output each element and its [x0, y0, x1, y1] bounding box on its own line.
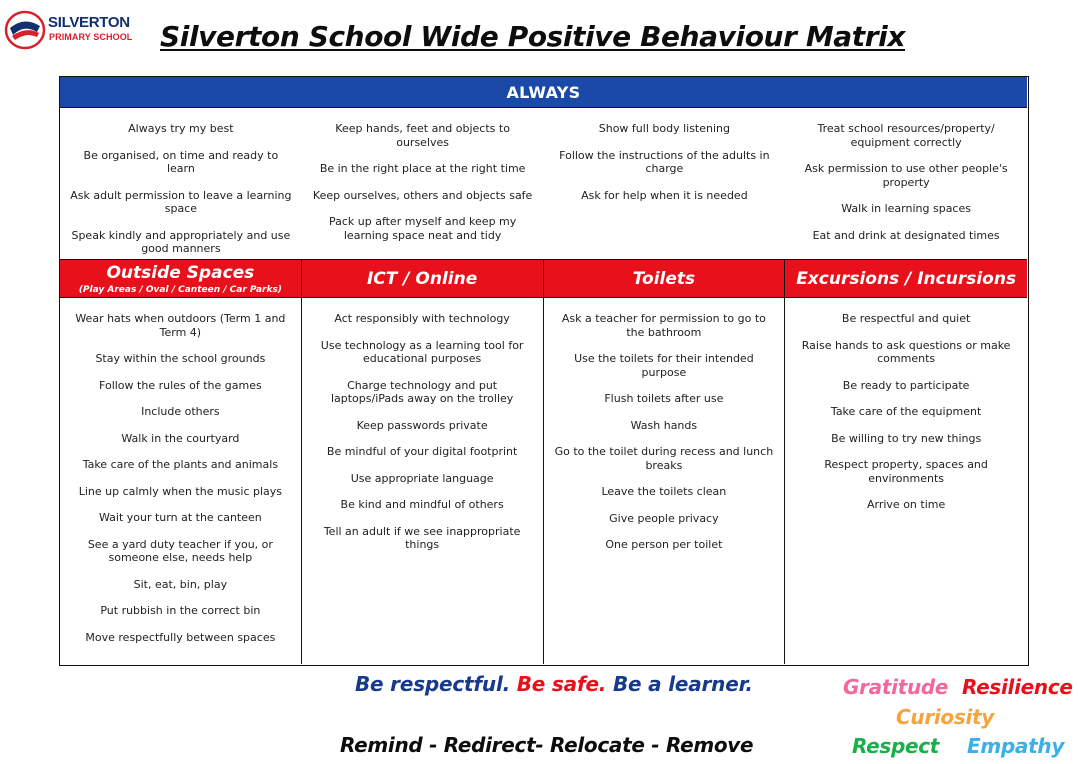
behaviour-item: Treat school resources/property/ equipment correctly [817, 122, 995, 149]
always-heading: ALWAYS [60, 77, 1027, 108]
area-column [785, 298, 1027, 664]
behaviour-item: Give people privacy [609, 511, 719, 525]
area-column [60, 298, 302, 664]
behaviour-item: Take care of the equipment [830, 405, 982, 418]
behaviour-item: Be kind and mindful of others [340, 498, 504, 511]
area-heading-subtitle: (Play Areas / Oval / Canteen / Car Parks) [78, 284, 282, 295]
behaviour-item: Put rubbish in the correct bin [100, 604, 261, 617]
behaviour-item: Flush toilets after use [604, 392, 724, 405]
behaviour-item: Follow the rules of the games [99, 378, 262, 392]
school-logo [4, 6, 134, 50]
behaviour-item: Keep hands, feet and objects to ourselves [335, 122, 510, 149]
behaviour-item: Show full body listening [598, 122, 730, 135]
area-row [60, 298, 1027, 664]
behaviour-item: Wait your turn at the canteen [98, 511, 262, 524]
behaviour-item: Include others [141, 405, 220, 418]
motto-respectful: Be respectful. [355, 672, 510, 696]
always-row [60, 108, 1027, 258]
logo-school-name: SILVERTON [48, 14, 130, 31]
behaviour-item: Be organised, on time and ready to learn [83, 148, 279, 175]
value-respect: Respect [852, 734, 940, 758]
area-heading-title: Excursions / Incursions [796, 268, 1017, 289]
behaviour-item: Take care of the plants and animals [82, 458, 279, 471]
behaviour-item: Move respectfully between spaces [85, 630, 276, 644]
behaviour-item: Raise hands to ask questions or make comments [801, 338, 1011, 365]
behaviour-item: Be ready to participate [842, 378, 970, 392]
always-column [544, 108, 786, 258]
always-column [302, 108, 544, 258]
page-title: Silverton School Wide Positive Behaviour Matrix [160, 20, 906, 53]
behaviour-item: Be mindful of your digital footprint [326, 445, 518, 458]
behaviour-matrix [59, 76, 1029, 666]
behaviour-item: Keep passwords private [356, 418, 488, 432]
behaviour-item: Be in the right place at the right time [319, 162, 526, 175]
behaviour-item: Wear hats when outdoors (Term 1 and Term 4) [75, 312, 286, 339]
behaviour-item: Walk in learning spaces [841, 202, 971, 215]
behaviour-item: Use appropriate language [350, 471, 494, 485]
behaviour-item: Follow the instructions of the adults in charge [559, 148, 770, 175]
behaviour-item: Be willing to try new things [831, 431, 982, 445]
behaviour-item: Ask adult permission to leave a learning space [70, 188, 292, 215]
area-heading [544, 260, 786, 297]
behaviour-item: Leave the toilets clean [601, 485, 727, 498]
behaviour-item: Respect property, spaces and environments [824, 458, 988, 485]
behaviour-item: Act responsibly with technology [334, 312, 510, 325]
area-headings [60, 259, 1027, 298]
always-column [60, 108, 302, 258]
value-gratitude: Gratitude [843, 675, 949, 699]
behaviour-item: See a yard duty teacher if you, or someone else, needs help [87, 537, 273, 564]
behaviour-item: Wash hands [630, 418, 698, 432]
motto-learner: Be a learner. [612, 672, 753, 696]
behaviour-item: Speak kindly and appropriately and use good manners [71, 228, 291, 255]
behaviour-item: Charge technology and put laptops/iPads away on the trolley [330, 378, 514, 405]
area-column [544, 298, 786, 664]
behaviour-item: One person per toilet [605, 538, 723, 551]
behaviour-item: Arrive on time [866, 498, 946, 511]
behaviour-item: Ask permission to use other people's property [804, 162, 1008, 189]
value-curiosity: Curiosity [896, 705, 995, 729]
behaviour-item: Sit, eat, bin, play [133, 577, 228, 591]
area-heading-title: Outside Spaces [106, 262, 255, 283]
behaviour-item: Keep ourselves, others and objects safe [312, 188, 533, 202]
behaviour-item: Line up calmly when the music plays [78, 484, 283, 498]
value-empathy: Empathy [967, 734, 1065, 758]
behaviour-item: Pack up after myself and keep my learning space neat and tidy [328, 215, 517, 242]
logo-subtitle: PRIMARY SCHOOL [49, 32, 133, 42]
logo-emblem-icon [4, 8, 46, 50]
behaviour-item: Ask a teacher for permission to go to the bathroom [561, 312, 766, 339]
value-resilience: Resilience [962, 675, 1073, 699]
behaviour-item: Always try my best [128, 122, 234, 135]
behaviour-item: Go to the toilet during recess and lunch breaks [554, 445, 774, 472]
area-heading-title: Toilets [632, 268, 696, 289]
behaviour-item: Use the toilets for their intended purpose [574, 352, 754, 379]
behaviour-item: Eat and drink at designated times [812, 228, 1000, 242]
behaviour-item: Tell an adult if we see inappropriate things [323, 524, 521, 551]
motto-safe: Be safe. [516, 672, 607, 696]
area-heading-title: ICT / Online [366, 268, 478, 289]
behaviour-item: Ask for help when it is needed [581, 188, 748, 202]
remind-redirect-text: Remind - Redirect- Relocate - Remove [340, 733, 754, 757]
area-heading [60, 260, 302, 297]
behaviour-item: Walk in the courtyard [121, 431, 240, 445]
behaviour-item: Use technology as a learning tool for educational purposes [320, 338, 524, 365]
always-column [785, 108, 1027, 258]
area-heading [785, 260, 1027, 297]
area-column [302, 298, 544, 664]
behaviour-item: Stay within the school grounds [95, 352, 266, 365]
behaviour-item: Be respectful and quiet [841, 312, 971, 325]
school-motto [355, 672, 753, 696]
area-heading [302, 260, 544, 297]
